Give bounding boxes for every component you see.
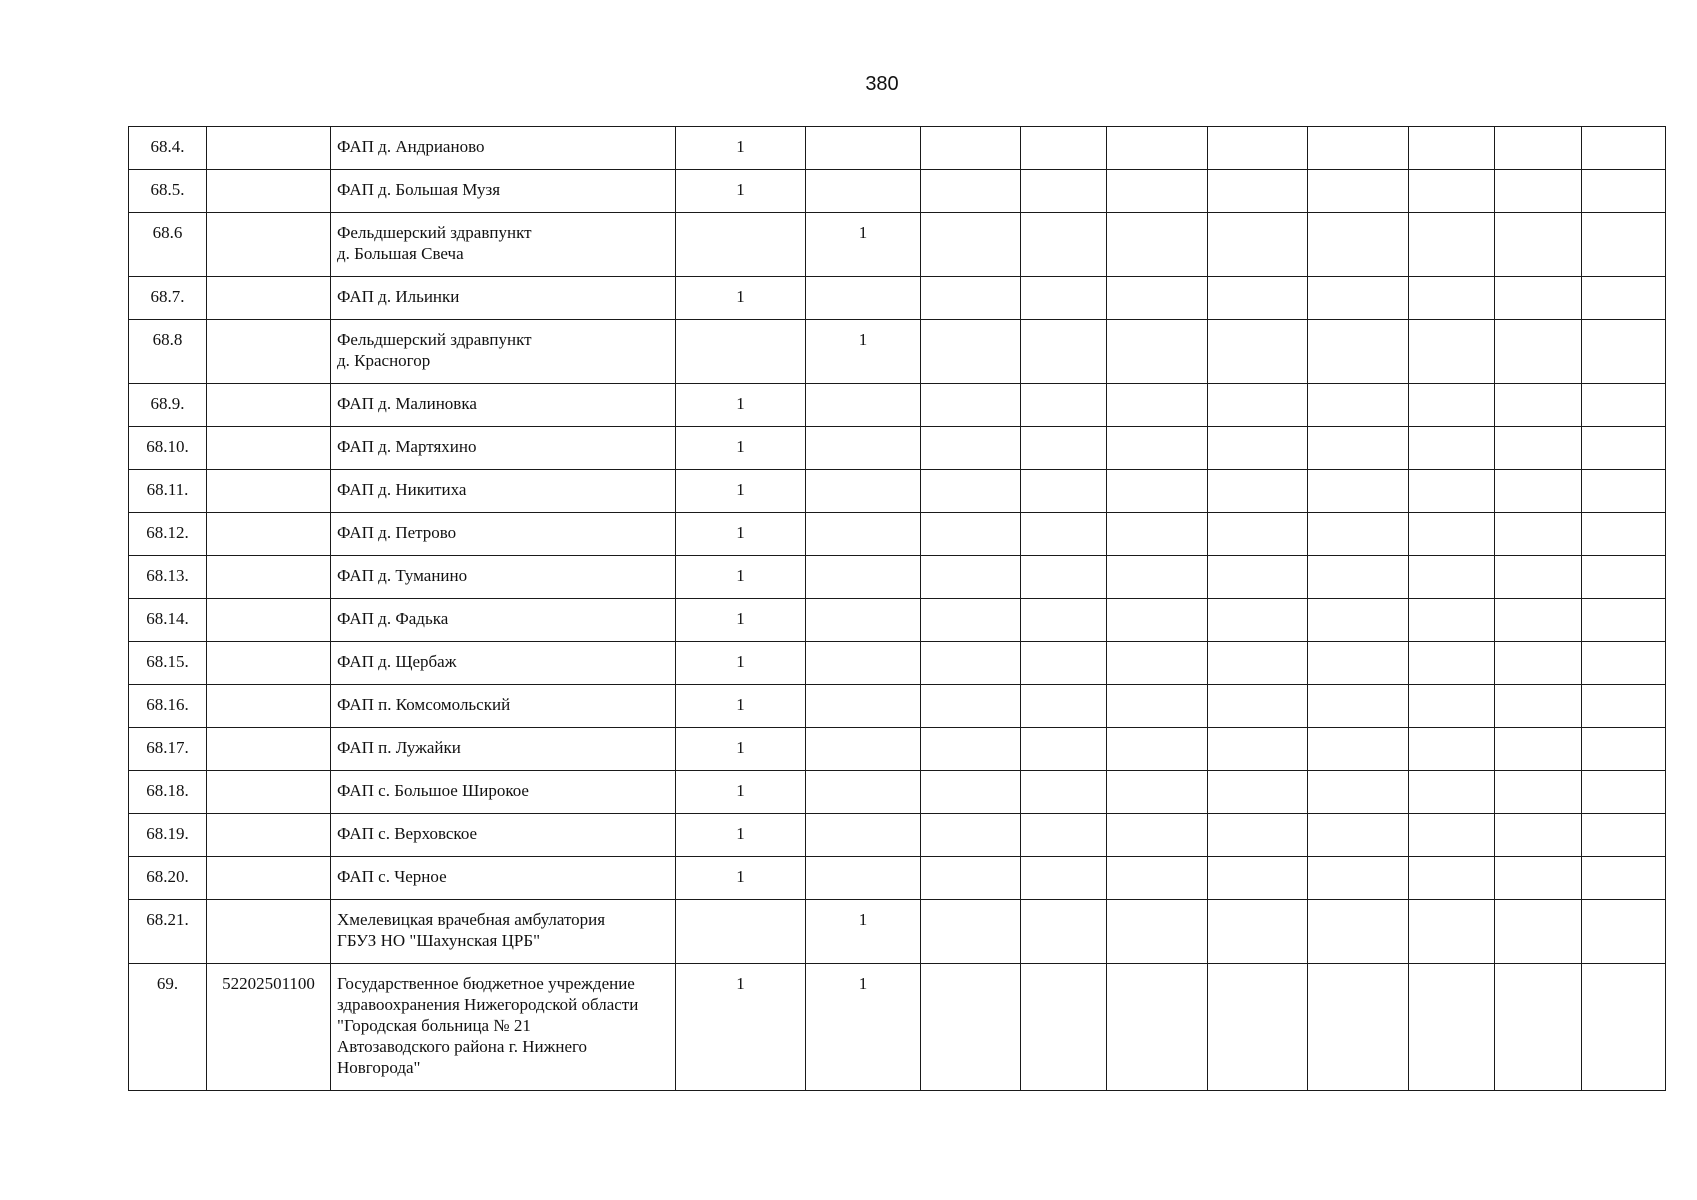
row-number-cell: 68.15. xyxy=(129,642,207,685)
empty-cell xyxy=(1208,964,1308,1091)
empty-cell xyxy=(1582,642,1666,685)
empty-cell xyxy=(1582,771,1666,814)
count-column-2-cell: 1 xyxy=(806,964,921,1091)
empty-cell xyxy=(1208,771,1308,814)
empty-cell xyxy=(1308,320,1409,384)
empty-cell xyxy=(1495,170,1582,213)
empty-cell xyxy=(1308,213,1409,277)
facility-name-cell: ФАП с. Черное xyxy=(331,857,676,900)
facility-name-cell: ФАП д. Мартяхино xyxy=(331,427,676,470)
empty-cell xyxy=(1409,320,1495,384)
row-number-cell: 68.4. xyxy=(129,127,207,170)
count-column-2-cell xyxy=(806,599,921,642)
count-column-1-cell: 1 xyxy=(676,384,806,427)
facility-name-cell: Государственное бюджетное учреждение здравоохранения Нижегородской области "Городская больница № 21 Автозаводского района г. Нижнего Новгорода" xyxy=(331,964,676,1091)
table-row xyxy=(129,964,1666,1091)
empty-cell xyxy=(1495,427,1582,470)
table-row xyxy=(129,900,1666,964)
empty-cell xyxy=(1208,814,1308,857)
empty-cell xyxy=(1495,814,1582,857)
empty-cell xyxy=(1021,857,1107,900)
count-column-2-cell xyxy=(806,277,921,320)
empty-cell xyxy=(1308,728,1409,771)
empty-cell xyxy=(1582,213,1666,277)
row-code-cell xyxy=(207,728,331,771)
empty-cell xyxy=(1582,384,1666,427)
empty-cell xyxy=(1582,814,1666,857)
count-column-2-cell xyxy=(806,728,921,771)
row-code-cell xyxy=(207,320,331,384)
count-column-1-cell: 1 xyxy=(676,685,806,728)
empty-cell xyxy=(1308,599,1409,642)
row-code-cell xyxy=(207,685,331,728)
facility-name-cell: ФАП д. Фадька xyxy=(331,599,676,642)
table-row xyxy=(129,127,1666,170)
empty-cell xyxy=(1107,556,1208,599)
row-number-cell: 68.11. xyxy=(129,470,207,513)
empty-cell xyxy=(921,170,1021,213)
table-row xyxy=(129,213,1666,277)
table-row xyxy=(129,685,1666,728)
empty-cell xyxy=(1308,685,1409,728)
table-row xyxy=(129,771,1666,814)
empty-cell xyxy=(1582,556,1666,599)
count-column-1-cell: 1 xyxy=(676,127,806,170)
empty-cell xyxy=(1495,728,1582,771)
empty-cell xyxy=(1409,857,1495,900)
table-body xyxy=(129,127,1666,1091)
table-row xyxy=(129,814,1666,857)
empty-cell xyxy=(1208,685,1308,728)
empty-cell xyxy=(1409,277,1495,320)
table-row xyxy=(129,599,1666,642)
table-row xyxy=(129,642,1666,685)
row-number-cell: 68.17. xyxy=(129,728,207,771)
count-column-2-cell xyxy=(806,857,921,900)
empty-cell xyxy=(1495,556,1582,599)
empty-cell xyxy=(1021,170,1107,213)
empty-cell xyxy=(1582,900,1666,964)
row-code-cell xyxy=(207,857,331,900)
empty-cell xyxy=(1021,771,1107,814)
empty-cell xyxy=(1409,470,1495,513)
facility-name-cell: ФАП д. Туманино xyxy=(331,556,676,599)
empty-cell xyxy=(1208,728,1308,771)
empty-cell xyxy=(1409,556,1495,599)
empty-cell xyxy=(1409,427,1495,470)
empty-cell xyxy=(1409,170,1495,213)
count-column-1-cell: 1 xyxy=(676,170,806,213)
row-number-cell: 68.20. xyxy=(129,857,207,900)
empty-cell xyxy=(1021,127,1107,170)
row-code-cell xyxy=(207,556,331,599)
count-column-1-cell: 1 xyxy=(676,771,806,814)
empty-cell xyxy=(921,470,1021,513)
count-column-1-cell: 1 xyxy=(676,642,806,685)
empty-cell xyxy=(1208,556,1308,599)
empty-cell xyxy=(1021,277,1107,320)
count-column-2-cell xyxy=(806,127,921,170)
table-row xyxy=(129,513,1666,556)
empty-cell xyxy=(1409,513,1495,556)
count-column-1-cell xyxy=(676,320,806,384)
count-column-2-cell xyxy=(806,427,921,470)
empty-cell xyxy=(921,556,1021,599)
count-column-1-cell: 1 xyxy=(676,556,806,599)
count-column-2-cell xyxy=(806,642,921,685)
empty-cell xyxy=(921,384,1021,427)
empty-cell xyxy=(1308,470,1409,513)
empty-cell xyxy=(1107,427,1208,470)
empty-cell xyxy=(1582,170,1666,213)
empty-cell xyxy=(1107,213,1208,277)
empty-cell xyxy=(1495,384,1582,427)
empty-cell xyxy=(1582,320,1666,384)
count-column-2-cell xyxy=(806,513,921,556)
empty-cell xyxy=(1409,814,1495,857)
table-row xyxy=(129,427,1666,470)
empty-cell xyxy=(1582,599,1666,642)
facility-name-cell: Фельдшерский здравпункт д. Красногор xyxy=(331,320,676,384)
table-row xyxy=(129,384,1666,427)
empty-cell xyxy=(1107,964,1208,1091)
row-code-cell xyxy=(207,427,331,470)
empty-cell xyxy=(1308,556,1409,599)
empty-cell xyxy=(1495,213,1582,277)
row-number-cell: 68.10. xyxy=(129,427,207,470)
facility-name-cell: ФАП д. Большая Музя xyxy=(331,170,676,213)
empty-cell xyxy=(921,320,1021,384)
table-row xyxy=(129,556,1666,599)
row-number-cell: 68.12. xyxy=(129,513,207,556)
empty-cell xyxy=(1308,427,1409,470)
row-code-cell xyxy=(207,771,331,814)
empty-cell xyxy=(921,642,1021,685)
facilities-table xyxy=(128,126,1666,1091)
empty-cell xyxy=(1208,900,1308,964)
empty-cell xyxy=(1495,470,1582,513)
row-number-cell: 68.8 xyxy=(129,320,207,384)
empty-cell xyxy=(1308,900,1409,964)
empty-cell xyxy=(1308,170,1409,213)
empty-cell xyxy=(1208,513,1308,556)
count-column-1-cell: 1 xyxy=(676,964,806,1091)
empty-cell xyxy=(1208,642,1308,685)
empty-cell xyxy=(1107,771,1208,814)
empty-cell xyxy=(1308,277,1409,320)
count-column-1-cell xyxy=(676,900,806,964)
row-code-cell xyxy=(207,277,331,320)
empty-cell xyxy=(1021,470,1107,513)
empty-cell xyxy=(1495,127,1582,170)
count-column-1-cell: 1 xyxy=(676,857,806,900)
empty-cell xyxy=(1107,470,1208,513)
row-number-cell: 68.9. xyxy=(129,384,207,427)
empty-cell xyxy=(1409,384,1495,427)
page-number: 380 xyxy=(865,73,899,95)
empty-cell xyxy=(1208,277,1308,320)
empty-cell xyxy=(1208,599,1308,642)
empty-cell xyxy=(1582,728,1666,771)
table-row xyxy=(129,470,1666,513)
empty-cell xyxy=(1409,599,1495,642)
empty-cell xyxy=(921,771,1021,814)
count-column-1-cell: 1 xyxy=(676,513,806,556)
empty-cell xyxy=(1208,857,1308,900)
facility-name-cell: ФАП д. Андрианово xyxy=(331,127,676,170)
empty-cell xyxy=(1495,964,1582,1091)
empty-cell xyxy=(921,213,1021,277)
empty-cell xyxy=(1021,213,1107,277)
empty-cell xyxy=(1208,170,1308,213)
facility-name-cell: Фельдшерский здравпункт д. Большая Свеча xyxy=(331,213,676,277)
count-column-2-cell xyxy=(806,685,921,728)
facility-name-cell: ФАП с. Большое Широкое xyxy=(331,771,676,814)
count-column-2-cell xyxy=(806,384,921,427)
empty-cell xyxy=(1409,771,1495,814)
empty-cell xyxy=(1107,320,1208,384)
empty-cell xyxy=(1208,320,1308,384)
empty-cell xyxy=(1495,900,1582,964)
row-code-cell xyxy=(207,642,331,685)
row-code-cell xyxy=(207,513,331,556)
facility-name-cell: ФАП п. Комсомольский xyxy=(331,685,676,728)
count-column-2-cell xyxy=(806,771,921,814)
empty-cell xyxy=(1107,900,1208,964)
empty-cell xyxy=(921,127,1021,170)
empty-cell xyxy=(1409,900,1495,964)
empty-cell xyxy=(1495,857,1582,900)
empty-cell xyxy=(1021,320,1107,384)
empty-cell xyxy=(1582,427,1666,470)
empty-cell xyxy=(921,513,1021,556)
empty-cell xyxy=(1107,170,1208,213)
row-number-cell: 68.18. xyxy=(129,771,207,814)
empty-cell xyxy=(1409,213,1495,277)
table-row xyxy=(129,170,1666,213)
empty-cell xyxy=(1021,556,1107,599)
empty-cell xyxy=(921,964,1021,1091)
row-code-cell xyxy=(207,213,331,277)
empty-cell xyxy=(1308,642,1409,685)
empty-cell xyxy=(1495,771,1582,814)
empty-cell xyxy=(1582,277,1666,320)
count-column-1-cell: 1 xyxy=(676,427,806,470)
empty-cell xyxy=(921,427,1021,470)
facility-name-cell: ФАП д. Никитиха xyxy=(331,470,676,513)
empty-cell xyxy=(1021,685,1107,728)
empty-cell xyxy=(1308,384,1409,427)
table-row xyxy=(129,728,1666,771)
empty-cell xyxy=(1208,427,1308,470)
empty-cell xyxy=(1582,470,1666,513)
count-column-1-cell: 1 xyxy=(676,470,806,513)
count-column-2-cell xyxy=(806,814,921,857)
empty-cell xyxy=(1495,642,1582,685)
empty-cell xyxy=(1021,964,1107,1091)
empty-cell xyxy=(1021,427,1107,470)
facility-name-cell: ФАП д. Петрово xyxy=(331,513,676,556)
row-code-cell xyxy=(207,900,331,964)
row-number-cell: 68.21. xyxy=(129,900,207,964)
facility-name-cell: ФАП с. Верховское xyxy=(331,814,676,857)
empty-cell xyxy=(1308,513,1409,556)
empty-cell xyxy=(1107,277,1208,320)
empty-cell xyxy=(1208,127,1308,170)
empty-cell xyxy=(1107,685,1208,728)
empty-cell xyxy=(1582,964,1666,1091)
empty-cell xyxy=(921,277,1021,320)
empty-cell xyxy=(1107,513,1208,556)
empty-cell xyxy=(1208,384,1308,427)
row-number-cell: 68.6 xyxy=(129,213,207,277)
empty-cell xyxy=(1308,964,1409,1091)
row-number-cell: 68.13. xyxy=(129,556,207,599)
count-column-1-cell: 1 xyxy=(676,728,806,771)
row-number-cell: 69. xyxy=(129,964,207,1091)
empty-cell xyxy=(921,599,1021,642)
count-column-2-cell xyxy=(806,470,921,513)
empty-cell xyxy=(1107,642,1208,685)
empty-cell xyxy=(1495,599,1582,642)
facility-name-cell: Хмелевицкая врачебная амбулатория ГБУЗ НО "Шахунская ЦРБ" xyxy=(331,900,676,964)
empty-cell xyxy=(1495,513,1582,556)
facility-name-cell: ФАП д. Малиновка xyxy=(331,384,676,427)
row-number-cell: 68.7. xyxy=(129,277,207,320)
empty-cell xyxy=(1308,127,1409,170)
empty-cell xyxy=(1308,771,1409,814)
row-code-cell: 52202501100 xyxy=(207,964,331,1091)
empty-cell xyxy=(1107,384,1208,427)
empty-cell xyxy=(921,900,1021,964)
table-row xyxy=(129,857,1666,900)
empty-cell xyxy=(1495,685,1582,728)
count-column-1-cell: 1 xyxy=(676,814,806,857)
table-row xyxy=(129,277,1666,320)
row-number-cell: 68.14. xyxy=(129,599,207,642)
empty-cell xyxy=(1021,513,1107,556)
row-code-cell xyxy=(207,814,331,857)
facility-name-cell: ФАП п. Лужайки xyxy=(331,728,676,771)
empty-cell xyxy=(1495,277,1582,320)
empty-cell xyxy=(1021,384,1107,427)
count-column-2-cell: 1 xyxy=(806,320,921,384)
empty-cell xyxy=(1208,470,1308,513)
facility-name-cell: ФАП д. Щербаж xyxy=(331,642,676,685)
empty-cell xyxy=(1107,127,1208,170)
empty-cell xyxy=(921,857,1021,900)
empty-cell xyxy=(1107,728,1208,771)
empty-cell xyxy=(1208,213,1308,277)
empty-cell xyxy=(1021,814,1107,857)
empty-cell xyxy=(1409,642,1495,685)
row-code-cell xyxy=(207,170,331,213)
empty-cell xyxy=(1409,728,1495,771)
empty-cell xyxy=(1308,814,1409,857)
empty-cell xyxy=(1495,320,1582,384)
empty-cell xyxy=(1107,814,1208,857)
empty-cell xyxy=(1021,642,1107,685)
row-number-cell: 68.16. xyxy=(129,685,207,728)
count-column-2-cell: 1 xyxy=(806,213,921,277)
empty-cell xyxy=(1582,857,1666,900)
row-code-cell xyxy=(207,384,331,427)
empty-cell xyxy=(1582,685,1666,728)
count-column-1-cell xyxy=(676,213,806,277)
empty-cell xyxy=(921,728,1021,771)
empty-cell xyxy=(1021,900,1107,964)
table-row xyxy=(129,320,1666,384)
empty-cell xyxy=(1409,964,1495,1091)
count-column-2-cell: 1 xyxy=(806,900,921,964)
row-number-cell: 68.5. xyxy=(129,170,207,213)
row-code-cell xyxy=(207,470,331,513)
empty-cell xyxy=(1021,728,1107,771)
row-number-cell: 68.19. xyxy=(129,814,207,857)
empty-cell xyxy=(1308,857,1409,900)
count-column-1-cell: 1 xyxy=(676,599,806,642)
empty-cell xyxy=(921,814,1021,857)
empty-cell xyxy=(921,685,1021,728)
row-code-cell xyxy=(207,127,331,170)
count-column-2-cell xyxy=(806,556,921,599)
row-code-cell xyxy=(207,599,331,642)
empty-cell xyxy=(1021,599,1107,642)
empty-cell xyxy=(1409,685,1495,728)
empty-cell xyxy=(1107,599,1208,642)
facility-name-cell: ФАП д. Ильинки xyxy=(331,277,676,320)
empty-cell xyxy=(1582,513,1666,556)
empty-cell xyxy=(1582,127,1666,170)
count-column-1-cell: 1 xyxy=(676,277,806,320)
empty-cell xyxy=(1107,857,1208,900)
count-column-2-cell xyxy=(806,170,921,213)
empty-cell xyxy=(1409,127,1495,170)
